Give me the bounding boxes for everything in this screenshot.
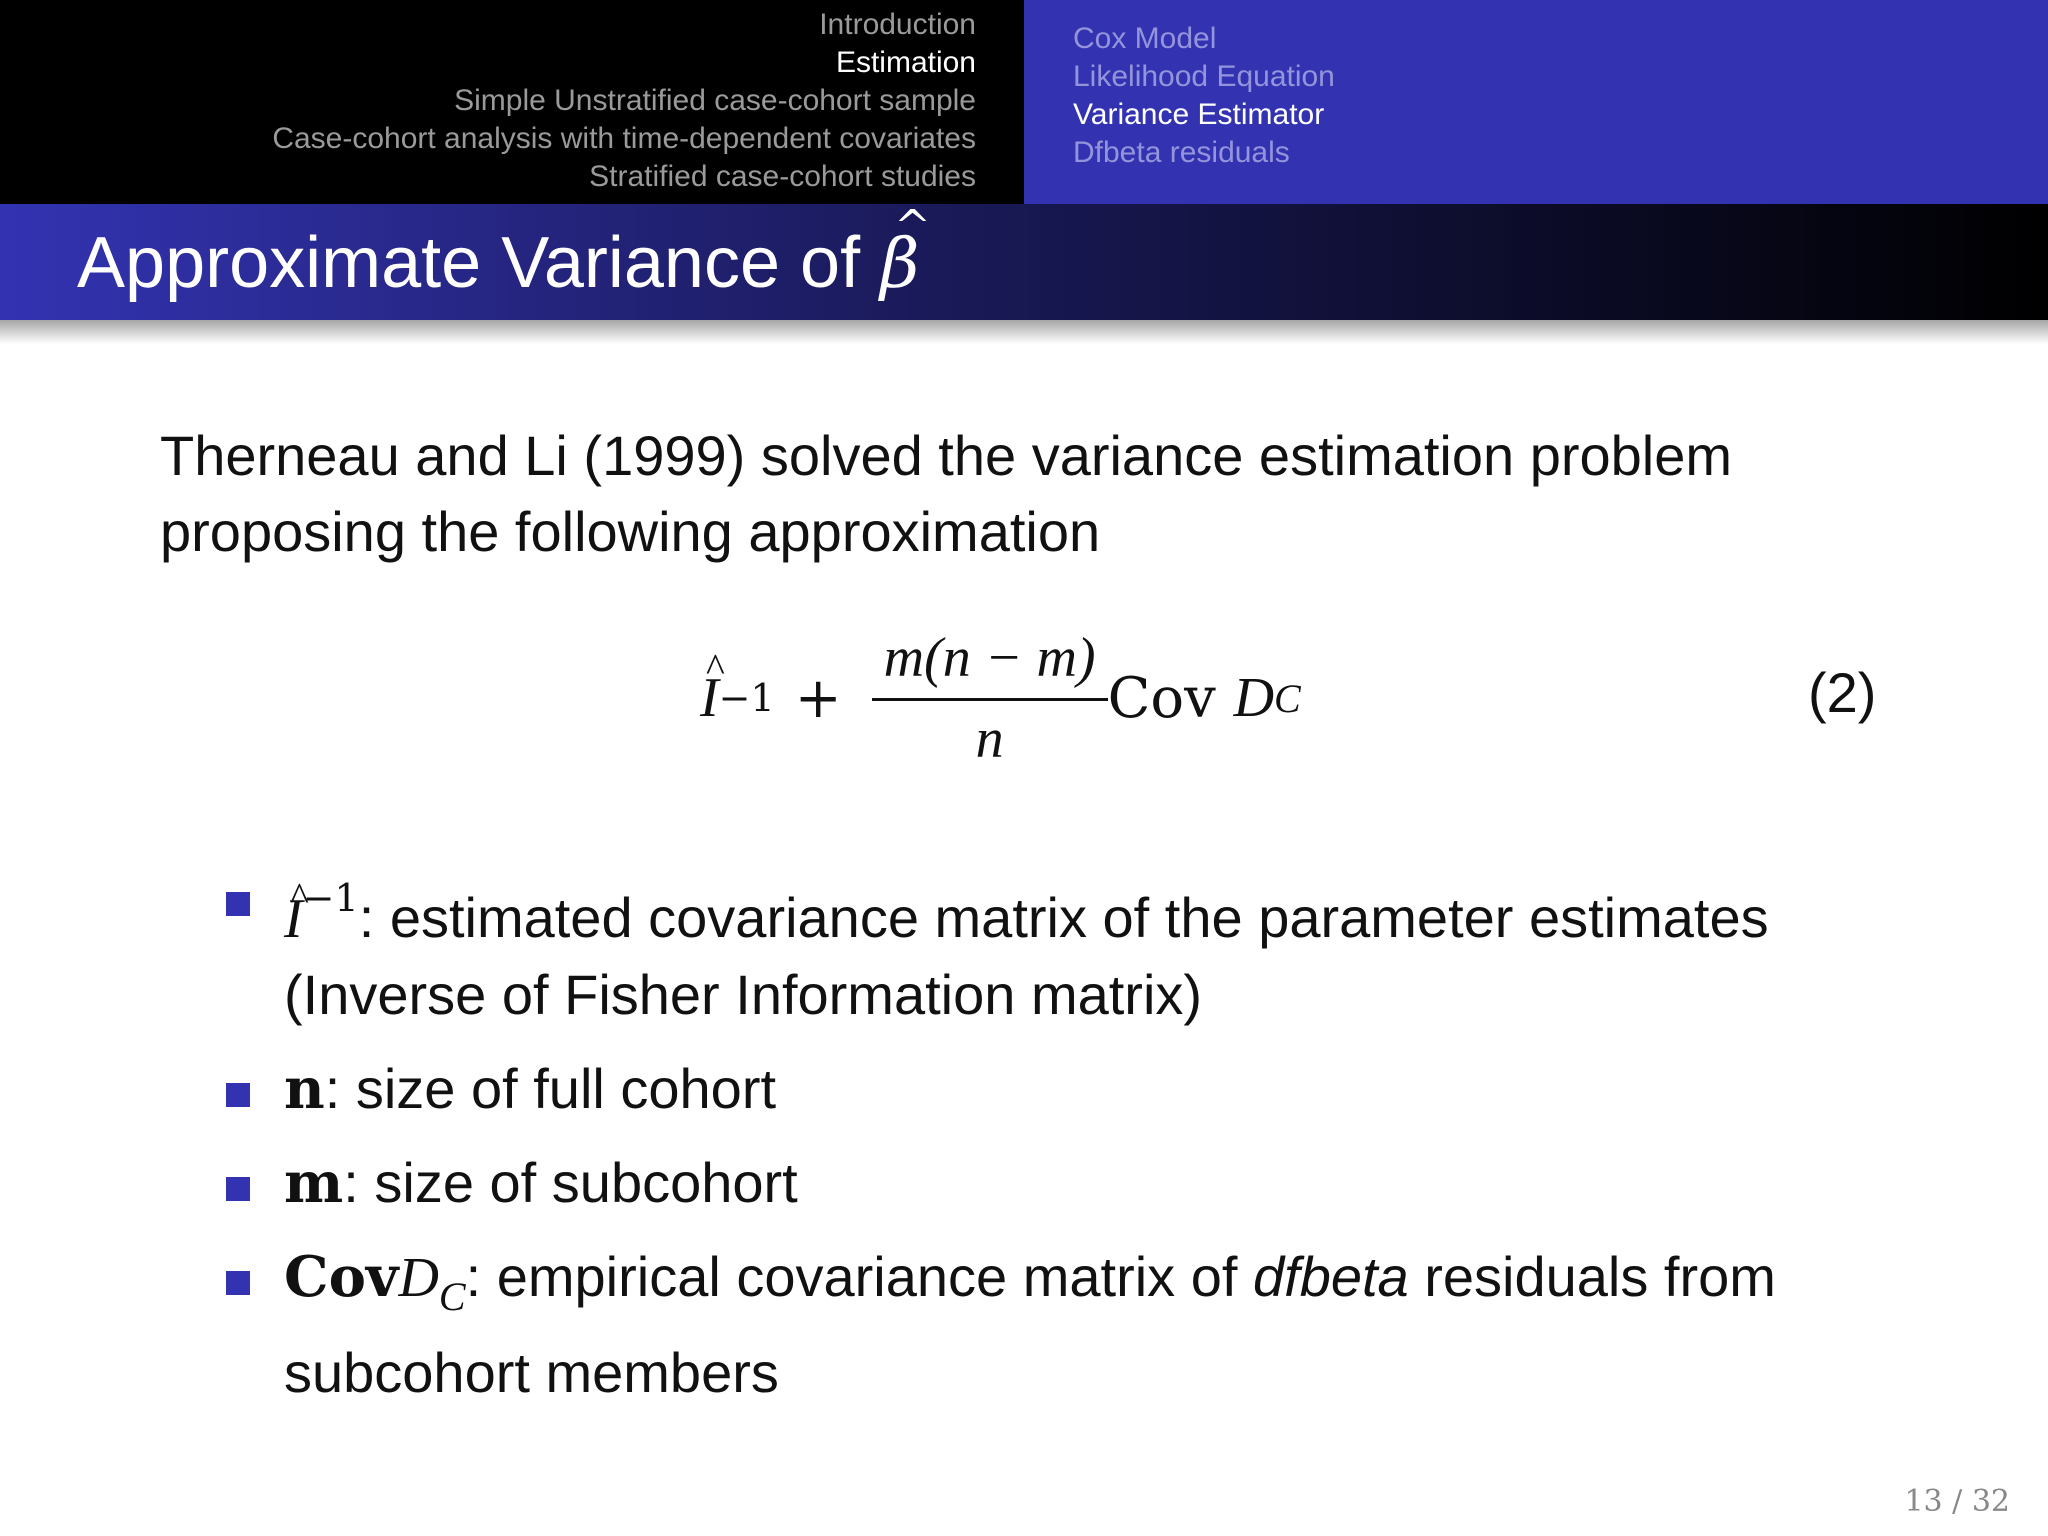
bullet-square-icon xyxy=(226,892,250,916)
bullet-information-symbol: ^ I xyxy=(284,881,303,957)
bullet-symbol-d: D xyxy=(398,1247,439,1309)
list-item xyxy=(218,1051,1918,1127)
list-item xyxy=(218,1145,1918,1221)
list-item xyxy=(218,860,1918,1033)
nav-section-simple-unstratified[interactable]: Simple Unstratified case-cohort sample xyxy=(454,84,976,117)
bullet-text: size of subcohort xyxy=(374,1151,798,1214)
nav-section-time-dependent[interactable]: Case-cohort analysis with time-dependent covariates xyxy=(272,122,976,155)
nav-section-introduction[interactable]: Introduction xyxy=(819,8,976,41)
bullet-square-icon xyxy=(226,1271,250,1295)
section-navigation xyxy=(0,0,1024,204)
bullet-colon: : xyxy=(358,886,390,949)
bullet-emph-dfbeta: dfbeta xyxy=(1252,1245,1409,1308)
nav-section-stratified[interactable]: Stratified case-cohort studies xyxy=(589,160,976,193)
bullet-square-icon xyxy=(226,1083,250,1107)
equation-cov: Cov xyxy=(1107,665,1216,731)
equation-fraction xyxy=(878,626,1102,771)
nav-subsection-likelihood-equation[interactable]: Likelihood Equation xyxy=(1073,60,1335,93)
bullet-symbol-d-subscript: C xyxy=(438,1274,466,1319)
nav-section-estimation[interactable]: Estimation xyxy=(835,46,976,79)
bullet-colon: : xyxy=(343,1151,375,1214)
subsection-navigation xyxy=(1024,0,2048,204)
bullet-symbol-cov: Cov xyxy=(284,1244,399,1310)
equation-number: (2) xyxy=(1808,661,1877,724)
equation-numerator: m(n − m) xyxy=(883,626,1096,689)
nav-subsection-dfbeta-residuals[interactable]: Dfbeta residuals xyxy=(1073,136,1290,169)
bullet-symbol-m: m xyxy=(284,1150,344,1216)
nav-subsection-variance-estimator[interactable]: Variance Estimator xyxy=(1073,98,1325,131)
list-item xyxy=(218,1239,1918,1411)
frame-title xyxy=(77,218,919,310)
definition-list xyxy=(218,860,1918,1429)
bullet-text: estimated covariance matrix of the parameter estimates (Inverse of Fisher Information matrix) xyxy=(284,886,1769,1026)
equation-d: D xyxy=(1233,667,1275,729)
equation-d-subscript: C xyxy=(1274,675,1301,721)
bullet-text-after: residuals from subcohort members xyxy=(284,1245,1776,1404)
bullet-inverse-exponent: −1 xyxy=(302,876,359,920)
bullet-text: size of full cohort xyxy=(355,1057,777,1120)
equation-information-symbol: ^ I xyxy=(700,666,719,730)
equation-inverse-exponent: −1 xyxy=(718,676,775,720)
equation-plus: + xyxy=(794,665,842,731)
variance-equation xyxy=(700,618,1301,778)
bullet-square-icon xyxy=(226,1177,250,1201)
bullet-colon: : xyxy=(465,1245,497,1308)
intro-paragraph: Therneau and Li (1999) solved the variance estimation problem proposing the following approximation xyxy=(160,424,1733,563)
bullet-colon: : xyxy=(324,1057,356,1120)
page-number: 13 / 32 xyxy=(1904,1484,2010,1519)
nav-subsection-cox-model[interactable]: Cox Model xyxy=(1073,22,1217,55)
bullet-symbol-n: n xyxy=(284,1056,325,1122)
frame-title-text: Approximate Variance of xyxy=(77,223,881,303)
bullet-text-before: empirical covariance matrix of xyxy=(496,1245,1253,1308)
beta-hat-symbol: ^ β xyxy=(880,220,919,310)
equation-denominator: n xyxy=(872,698,1108,771)
title-shadow xyxy=(0,320,2048,344)
